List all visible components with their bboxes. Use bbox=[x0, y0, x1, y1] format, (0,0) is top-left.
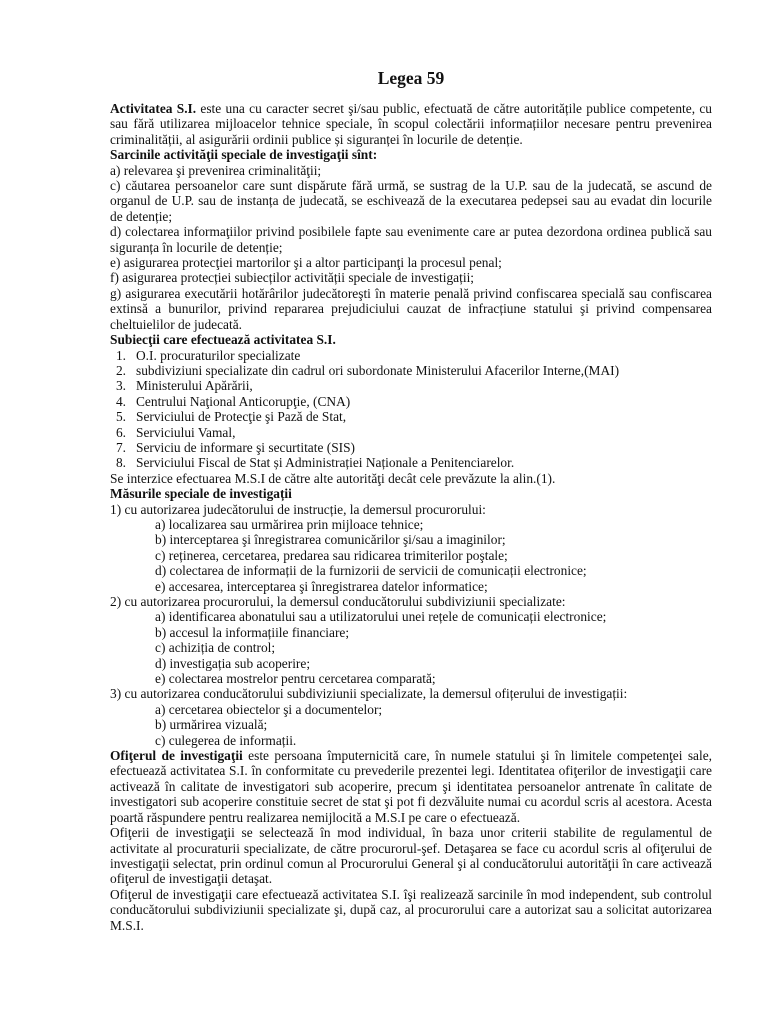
subject-number: 4. bbox=[115, 393, 126, 409]
measure-item: e) accesarea, interceptarea şi înregistrarea datelor informatice; bbox=[155, 578, 488, 594]
subject-item bbox=[110, 394, 712, 409]
subject-number: 6. bbox=[115, 424, 126, 440]
subject-item bbox=[110, 425, 712, 440]
subject-item bbox=[110, 409, 712, 424]
subject-item bbox=[110, 455, 712, 470]
officer-paragraph bbox=[110, 748, 712, 825]
subject-text: Serviciului Vamal, bbox=[136, 424, 236, 440]
subject-number: 5. bbox=[115, 409, 126, 425]
measure-item: b) accesul la informațiile financiare; bbox=[155, 624, 350, 640]
tasks-heading: Sarcinile activităţii speciale de investigaţii sînt: bbox=[110, 147, 378, 163]
measure-item: c) reținerea, cercetarea, predarea sau ridicarea trimiterilor poştale; bbox=[155, 547, 508, 563]
measure-list bbox=[155, 609, 712, 686]
measure-item: b) urmărirea vizuală; bbox=[155, 717, 268, 733]
intro-paragraph bbox=[110, 101, 712, 147]
subjects-note: Se interzice efectuarea M.S.I de către alte autorităţi decât cele prevăzute la alin.(1). bbox=[110, 470, 556, 486]
subject-number: 7. bbox=[115, 439, 126, 455]
subject-number: 3. bbox=[115, 378, 126, 394]
subject-number: 8. bbox=[115, 455, 126, 471]
subject-item bbox=[110, 348, 712, 363]
measure-group-label: 1) cu autorizarea judecătorului de instrucție, la demersul procurorului: bbox=[110, 501, 486, 517]
measure-list bbox=[155, 702, 712, 748]
subject-text: subdiviziuni specializate din cadrul ori subordonate Ministerului Afacerilor Interne,(MAI) bbox=[136, 362, 620, 378]
officer-independence-paragraph: Ofiţerul de investigaţii care efectuează activitatea S.I. îşi realizează sarcinile în mod independent, sub controlul conducătorului subdiviziunii specializate şi, după caz, al procurorului care a autorizat sau a solicitat autorizarea M.S.I. bbox=[110, 886, 712, 933]
task-item: c) căutarea persoanelor care sunt dispărute fără urmă, se sustrag de la U.P. sau de la judecată, se ascund de organul de U.P. sau de instanța de judecată, se eschivează de la executarea pedepsei sau au evadat din locurile de detenție; bbox=[110, 178, 712, 224]
document-title: Legea 59 bbox=[377, 68, 445, 88]
measure-list bbox=[155, 517, 712, 594]
subject-item bbox=[110, 363, 712, 378]
measure-item: c) culegerea de informații. bbox=[155, 732, 297, 748]
subject-number: 1. bbox=[115, 347, 126, 363]
subject-number: 2. bbox=[115, 362, 126, 378]
measure-item: a) cercetarea obiectelor şi a documentelor; bbox=[155, 701, 383, 717]
task-item: e) asigurarea protecţiei martorilor şi a altor participanţi la procesul penal; bbox=[110, 255, 502, 271]
measure-item: e) colectarea mostrelor pentru cercetarea comparată; bbox=[155, 671, 436, 687]
measure-item: b) interceptarea şi înregistrarea comunicărilor şi/sau a imaginilor; bbox=[155, 532, 506, 548]
intro-lead: Activitatea S.I. bbox=[110, 101, 197, 116]
officer-selection-paragraph: Ofiţerii de investigaţii se selectează în mod individual, în baza unor criterii stabilite de regulamentul de activitate al procuraturii specializate, de către procurorul-şef. Detaşarea se face cu acordul scris al ofiţerului de investigaţii selectat, prin ordinul comun al Procurorului General şi al conducătorului autorităţii în care activează ofiţerul de investigaţii detaşat. bbox=[110, 825, 712, 887]
measure-group-label: 3) cu autorizarea conducătorului subdiviziunii specializate, la demersul ofițerului de investigații: bbox=[110, 686, 628, 702]
measure-item: d) colectarea de informații de la furnizorii de servicii de comunicații electronice; bbox=[155, 563, 587, 579]
task-item: a) relevarea şi prevenirea criminalităţii; bbox=[110, 162, 322, 178]
measure-item: a) localizarea sau urmărirea prin mijloace tehnice; bbox=[155, 516, 424, 532]
measure-item: c) achiziția de control; bbox=[155, 640, 276, 656]
officer-lead: Ofiţerul de investigaţii bbox=[110, 748, 243, 764]
subjects-list bbox=[110, 348, 712, 471]
subject-text: Ministerului Apărării, bbox=[136, 378, 253, 394]
measures-heading: Măsurile speciale de investigații bbox=[110, 486, 292, 502]
measure-group-label: 2) cu autorizarea procurorului, la demersul conducătorului subdiviziunii specializate: bbox=[110, 594, 566, 609]
subject-item bbox=[110, 440, 712, 455]
task-item: f) asigurarea protecției subiecților activității speciale de investigații; bbox=[110, 270, 475, 286]
intro-text: este una cu caracter secret şi/sau public, efectuată de către autoritățile publice competente, cu sau fără utilizarea mijloacelor tehnice speciale, în scopul colectării informațiilor necesare pentru prevenirea criminalității, al asigurării ordinii publice și siguranței în locurile de detenție. bbox=[110, 101, 712, 147]
subject-item bbox=[110, 378, 712, 393]
task-item: d) colectarea informaţiilor privind posibilele fapte sau evenimente care ar putea dezordona ordinea publică sau siguranța în locurile de detenție; bbox=[110, 224, 712, 255]
subject-text: Serviciului Fiscal de Stat și Administrației Naționale a Penitenciarelor. bbox=[136, 455, 515, 471]
measure-item: a) identificarea abonatului sau a utilizatorului unei rețele de comunicații electronice; bbox=[155, 609, 607, 625]
subject-text: Centrului Naţional Anticorupţie, (CNA) bbox=[136, 393, 351, 409]
measure-item: d) investigația sub acoperire; bbox=[155, 655, 311, 671]
subjects-heading: Subiecţii care efectuează activitatea S.I. bbox=[110, 332, 336, 348]
task-item: g) asigurarea executării hotărârilor judecătoreşti în materie penală privind confiscarea specială sau confiscarea extinsă a bunurilor, privind repararea prejudiciului cauzat de infracțiune statului şi privind compensarea cheltuielilor de judecată. bbox=[110, 285, 712, 332]
subject-text: Serviciu de informare şi securtitate (SIS) bbox=[136, 439, 356, 455]
document-page bbox=[110, 66, 712, 933]
subject-text: Serviciului de Protecţie şi Pază de Stat, bbox=[136, 409, 347, 425]
officer-text: este persoana împuternicită care, în numele statului şi în limitele competenţei sale, efectuează activitatea S.I. în conformitate cu prevederile prezentei legi. Identitatea ofiţerilor de investigaţii care activează în calitate de investigatori sub acoperire, precum şi identitatea persoanelor antrenate în calitate de investigatori sub acoperire constituie secret de stat şi pot fi dezvăluite numai cu acordul scris al acestora. Acesta poartă răspundere pentru realizarea nemijlocită a M.S.I pe care o efectuează. bbox=[110, 748, 713, 825]
subject-text: O.I. procuraturilor specializate bbox=[136, 347, 301, 363]
